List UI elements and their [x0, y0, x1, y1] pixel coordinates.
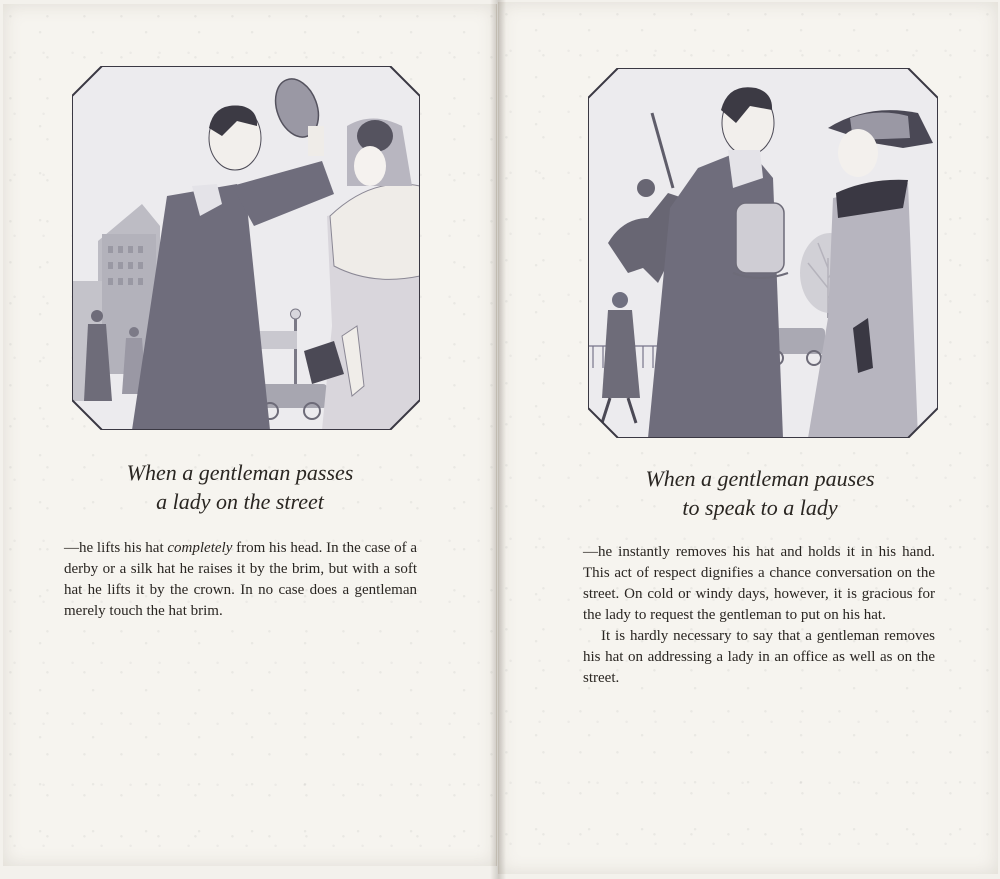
- right-paragraph-1: —he instantly removes his hat and holds it in his hand. This act of respect dignifies a chance conversation on the street. On cold or windy days, however, it is gracious for the lady to request the gentleman to put on his hat.: [583, 544, 935, 623]
- right-caption-line-2: to speak to a lady: [682, 495, 838, 520]
- left-body-text: [64, 538, 417, 622]
- book-gutter: [490, 0, 506, 879]
- right-paragraph-2: It is hardly necessary to say that a gentleman removes his hat on addressing a lady in an office as well as on the street.: [583, 628, 935, 686]
- right-caption-line-1: When a gentleman pauses: [645, 466, 875, 491]
- right-illustration: [588, 68, 938, 438]
- left-paragraph-start: —he lifts his hat: [64, 540, 168, 556]
- left-illustration: [72, 66, 420, 430]
- left-paragraph-emphasis: completely: [167, 540, 233, 556]
- left-caption-line-1: When a gentleman passes: [126, 460, 354, 485]
- left-caption-line-2: a lady on the street: [156, 489, 324, 514]
- left-paragraph-rest: from his head. In the case of a derby or a silk hat he raises it by the brim, but with a soft hat he lifts it by the crown. In no case does a gentleman merely touch the hat brim.: [64, 540, 417, 619]
- right-body-text: [583, 542, 935, 689]
- left-caption: [60, 458, 420, 516]
- right-caption: [580, 464, 940, 522]
- left-paragraph: [64, 538, 417, 622]
